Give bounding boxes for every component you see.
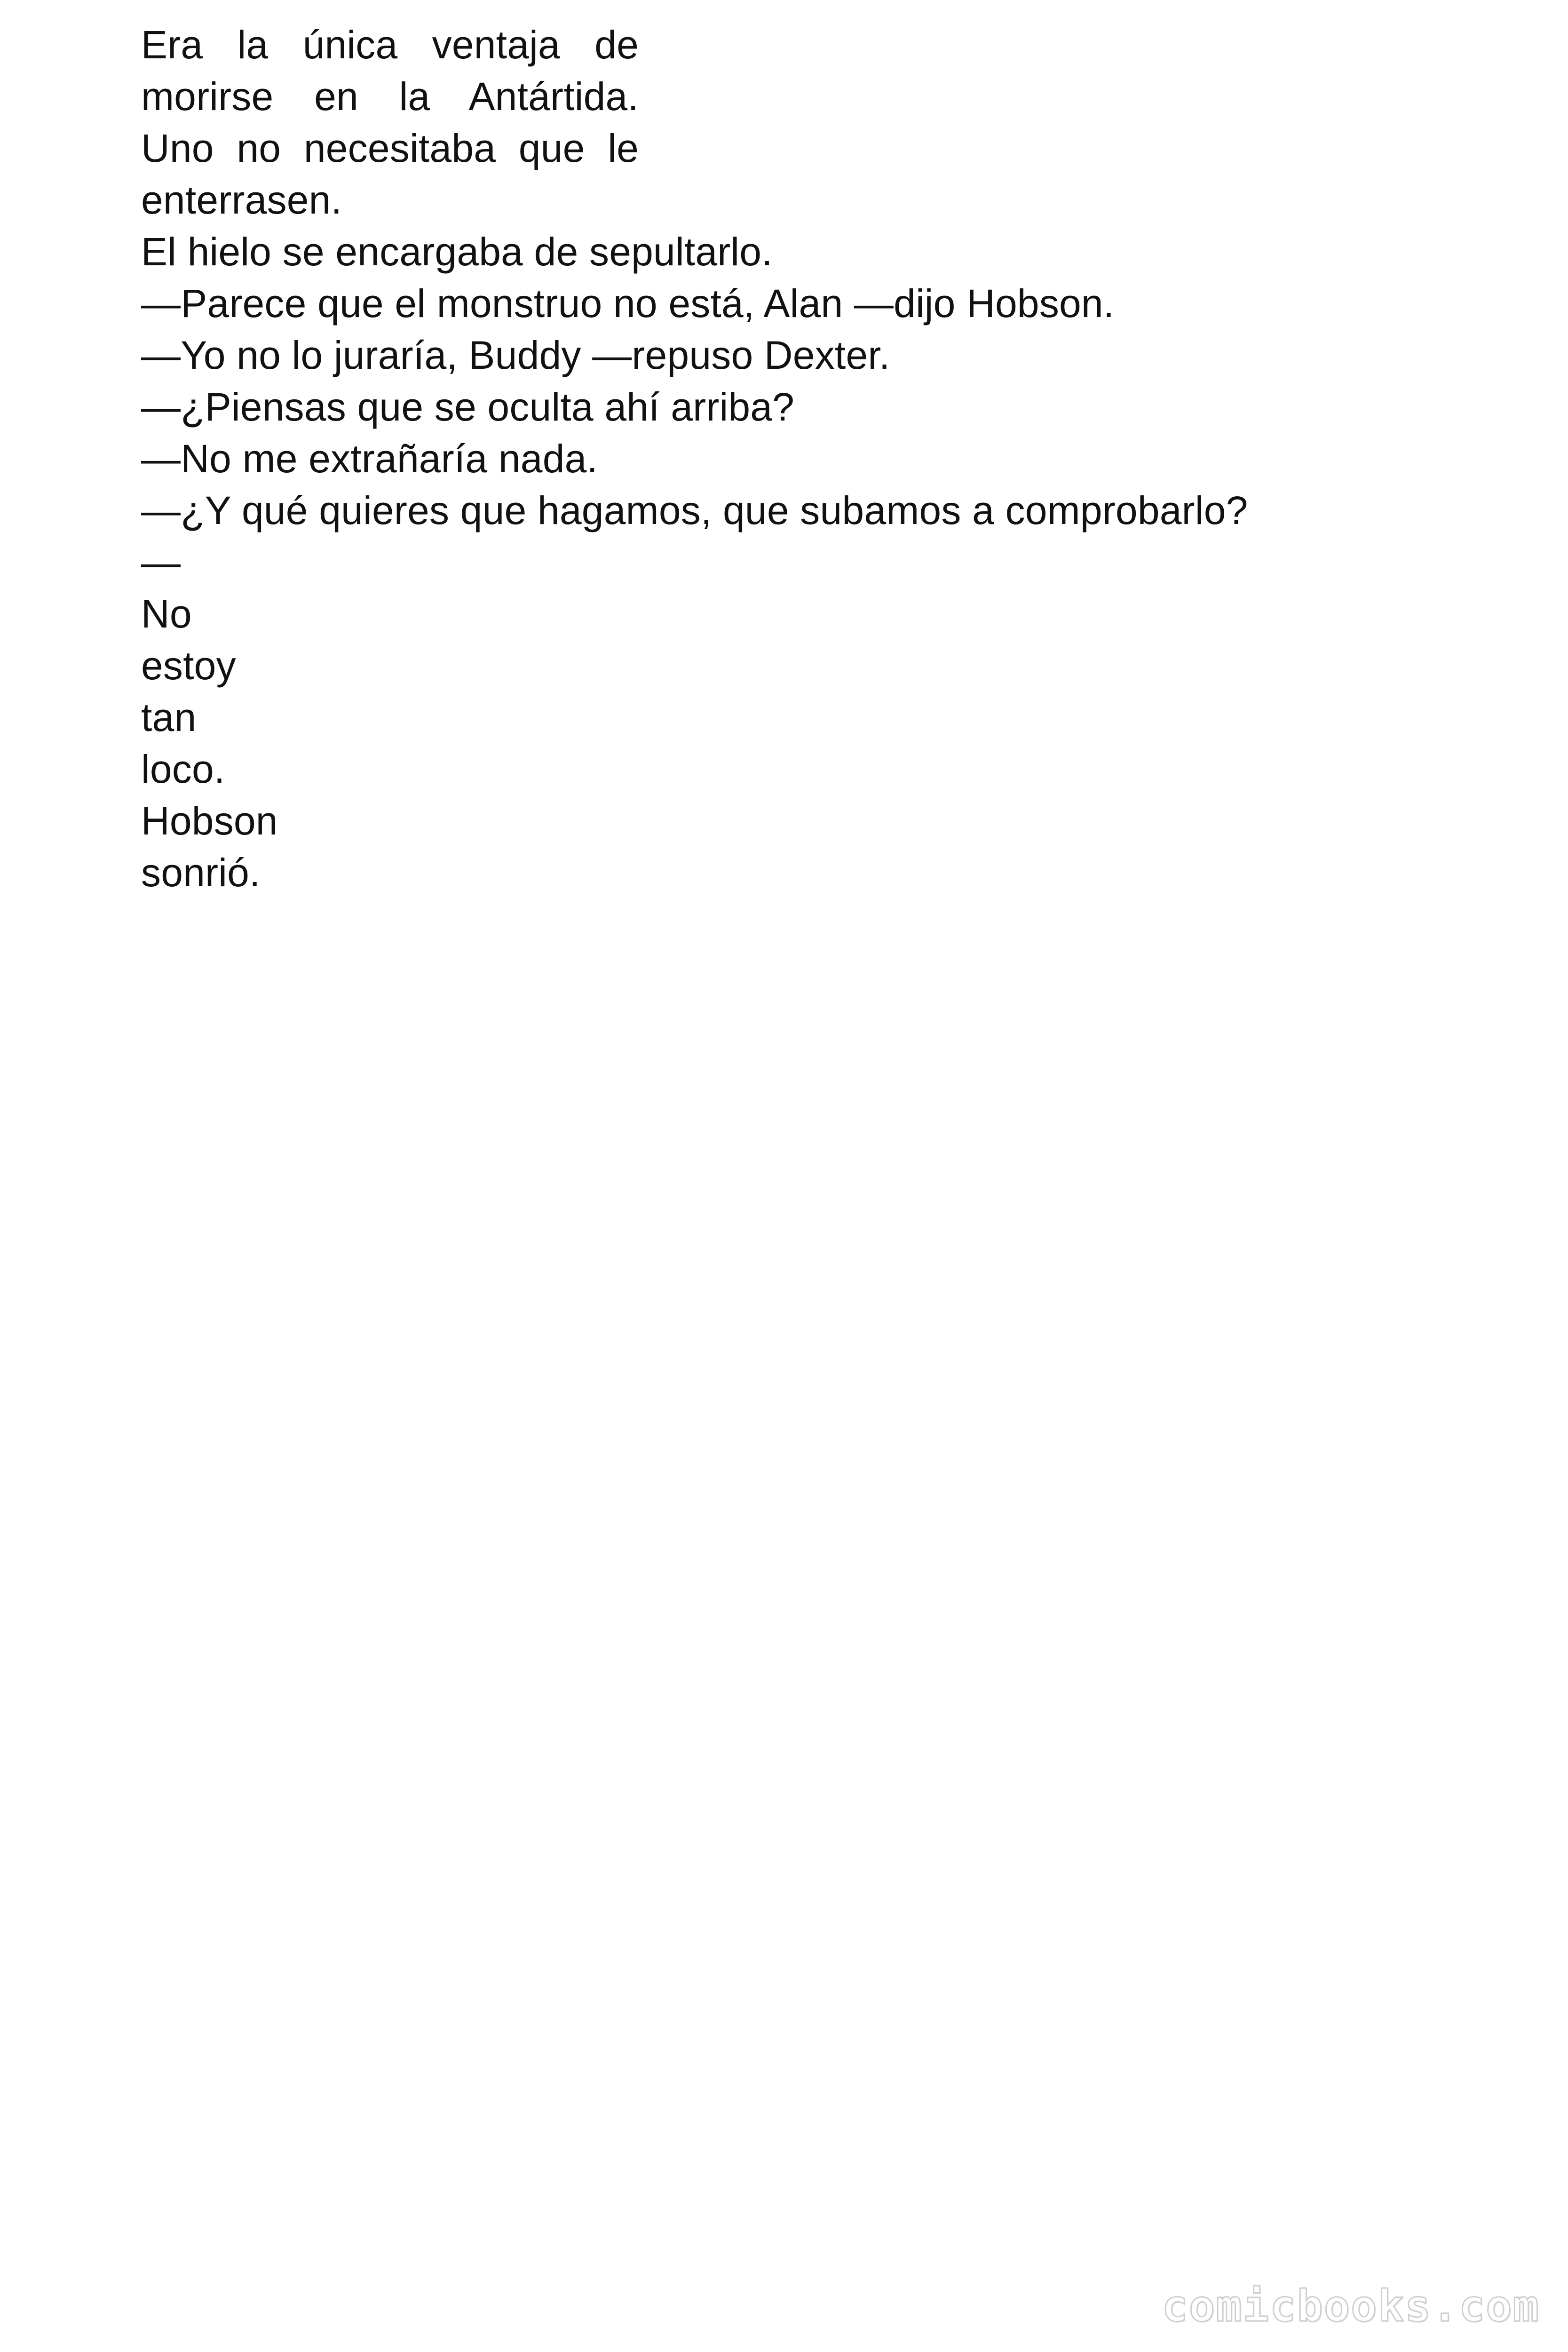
text-line: El hielo se encargaba de sepultarlo. — [141, 230, 773, 274]
text-line: estoy — [141, 644, 236, 688]
text-line: —¿Piensas que se oculta ahí arriba? — [141, 385, 795, 429]
text-line: Era la única ventaja de — [141, 23, 639, 67]
text-line: —Parece que el monstruo no está, Alan —dijo Hobson. — [141, 281, 1115, 326]
text-line: —Yo no lo juraría, Buddy —repuso Dexter. — [141, 333, 890, 377]
text-line: loco. — [141, 747, 225, 791]
watermark: comicbooks.com — [1162, 2281, 1540, 2331]
text-line: Hobson — [141, 799, 278, 843]
text-line: —No me extrañaría nada. — [141, 437, 598, 481]
text-line: morirse en la Antártida. — [141, 74, 639, 119]
text-line: No — [141, 592, 192, 636]
text-line: —¿Y qué quieres que hagamos, que subamos a comprobarlo? — [141, 488, 1248, 532]
text-line: Uno no necesitaba que le — [141, 126, 639, 170]
text-line: enterrasen. — [141, 178, 342, 222]
text-line: sonrió. — [141, 850, 261, 895]
body-text — [141, 19, 1505, 898]
text-line: tan — [141, 695, 197, 739]
text-line: — — [141, 540, 181, 584]
